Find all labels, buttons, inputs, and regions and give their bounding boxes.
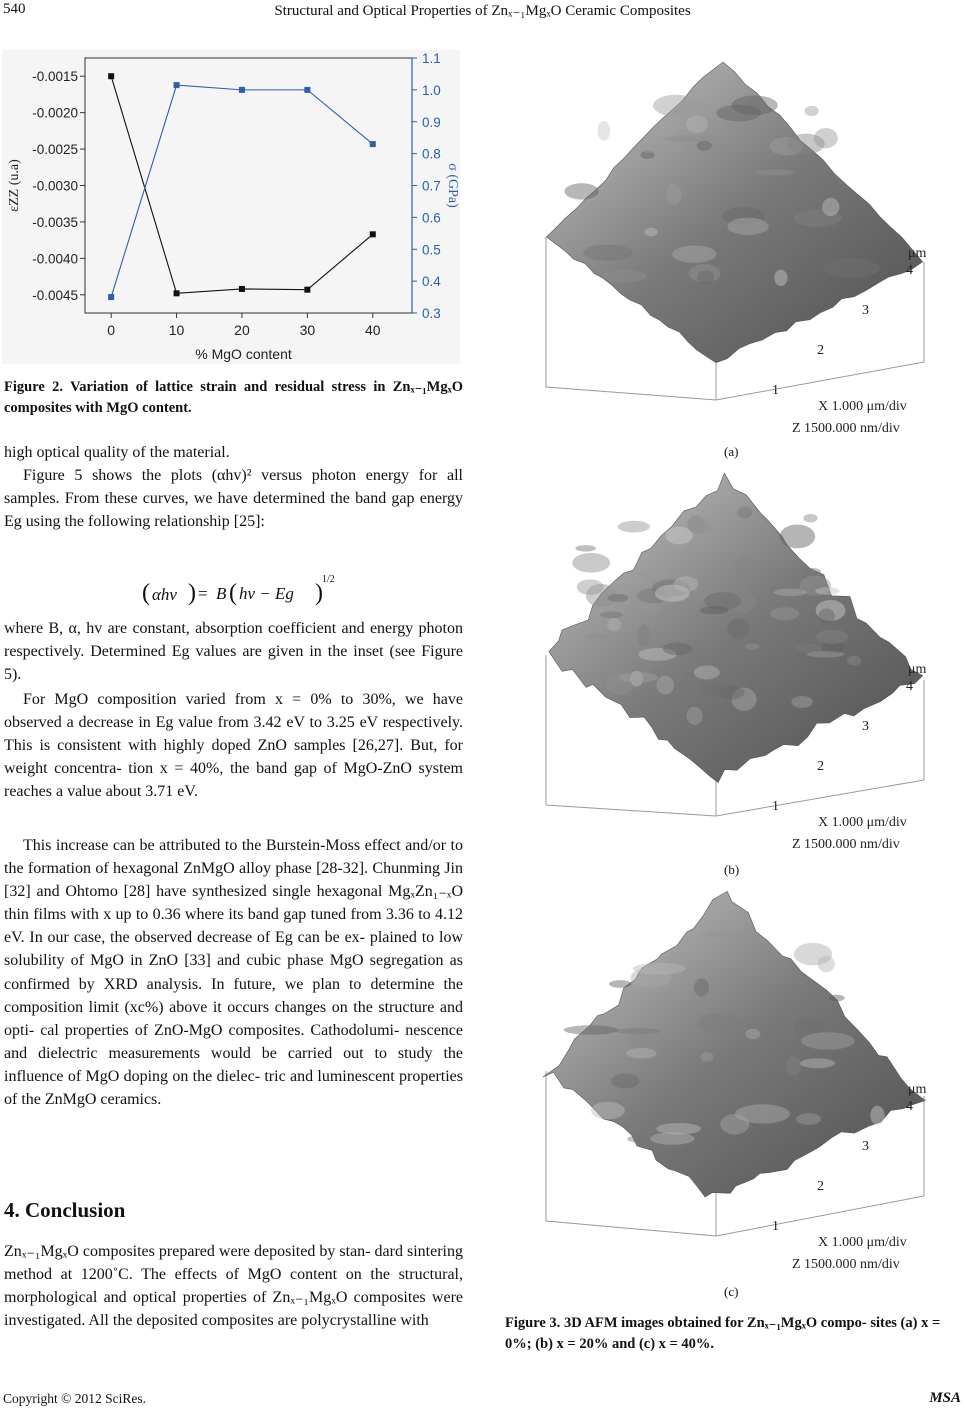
afm-texture [794, 644, 822, 652]
afm-texture [737, 506, 752, 518]
afm-texture [564, 1025, 618, 1034]
strain-point [370, 231, 376, 237]
paragraph-1: high optical quality of the material. [4, 444, 230, 461]
afm-texture [814, 128, 838, 148]
afm-texture [632, 144, 685, 153]
y-left-axis-label: εZZ (u.a) [7, 159, 22, 212]
y-right-tick-label: 0.5 [422, 242, 441, 258]
equation-exponent: 1/2 [322, 574, 335, 585]
stress-point [174, 82, 180, 88]
afm-texture [822, 198, 839, 216]
afm-axis-tick: 2 [817, 759, 824, 774]
afm-texture [870, 1106, 884, 1125]
svg-text:(: ( [142, 580, 150, 606]
afm-axis-tick: 4 [906, 1099, 913, 1114]
journal-abbrev: MSA [929, 1390, 961, 1406]
page-header [0, 0, 965, 24]
afm-texture [829, 995, 845, 1002]
afm-texture [847, 656, 861, 666]
afm-texture [644, 228, 657, 237]
x-tick-label: 20 [234, 322, 250, 338]
afm-texture [727, 619, 750, 640]
afm-texture [687, 707, 703, 725]
afm-texture [719, 686, 745, 700]
strain-point [174, 290, 180, 296]
svg-text:=: = [198, 584, 208, 603]
afm-texture [653, 95, 699, 117]
afm-panel-b [536, 470, 933, 858]
y-right-tick-label: 0.8 [422, 146, 441, 162]
afm-texture [607, 594, 628, 602]
afm-texture [818, 956, 835, 973]
afm-texture [619, 672, 658, 683]
afm-texture [650, 1132, 694, 1144]
afm-z-scale: Z 1500.000 nm/div [792, 421, 900, 436]
afm-texture [702, 932, 738, 938]
afm-texture [607, 618, 621, 631]
equation-lhs: αhν [152, 585, 177, 604]
afm-texture [720, 1114, 749, 1135]
afm-texture [818, 609, 835, 624]
afm-texture [745, 644, 760, 650]
afm-texture [735, 555, 749, 577]
afm-texture [816, 630, 849, 644]
afm-texture [615, 1028, 661, 1034]
figure-3-caption-label: Figure 3. [505, 1315, 561, 1331]
afm-axis-tick: 1 [772, 799, 779, 814]
stress-point [370, 141, 376, 147]
afm-panel-a [536, 52, 933, 442]
afm-axis-tick: 2 [817, 343, 824, 358]
afm-unit-label: μm [908, 1082, 927, 1097]
afm-texture [700, 606, 729, 614]
equation-coef: B [216, 584, 227, 603]
afm-texture [627, 1135, 653, 1142]
paragraph-3: where B, α, hv are constant, absorption coefficient and energy photon respectively. Determined Eg values are given in the inset (see Figure 5). [4, 620, 463, 684]
y-left-tick-label: -0.0020 [32, 105, 78, 121]
afm-texture [626, 1048, 656, 1058]
afm-unit-label: μm [908, 662, 927, 677]
afm-texture [639, 605, 660, 611]
afm-label-a: (a) [724, 444, 739, 459]
paragraph-5: This increase can be attributed to the Burstein-Moss effect and/or to the formation of hexagonal ZnMgO alloy phase [28-32]. Chunming Jin [32] and Ohtomo [28] have synthesized single hexagonal MgₓZn₁₋ₓO thin films with x up to 0.36 where its band gap tuned from 3.36 to 4.12 eV. In our case, the observed decrease of Eg can be ex- plained to low solubility of MgO in ZnO [33] and cubic phase MgO segregation as confirmed by XRD analysis. In future, we plan to determine the composition limit (xc%) above it occurs changes on the structure and opti- cal properties of ZnO-MgO composites. Cathodolumi- nescence and dielectric measurements would be carried out to study the influence of MgO doping on the dielec- tric and luminescent properties of the ZnMgO ceramics. [4, 837, 463, 1109]
afm-panel-c [536, 886, 933, 1278]
afm-texture [698, 1013, 738, 1032]
afm-texture [583, 245, 633, 261]
afm-texture [618, 521, 650, 533]
y-right-tick-label: 1.0 [422, 82, 441, 98]
y-right-axis-label: σ (GPa) [445, 163, 460, 208]
afm-texture [564, 183, 599, 199]
figure-2-chart [2, 50, 460, 364]
afm-axis-tick: 2 [817, 1179, 824, 1194]
afm-x-scale: X 1.000 μm/div [818, 1235, 907, 1250]
afm-texture [716, 105, 761, 122]
x-axis-label: % MgO content [195, 346, 292, 362]
y-right-tick-label: 0.4 [422, 274, 441, 290]
y-left-tick-label: -0.0040 [32, 251, 78, 267]
y-right-tick-label: 0.7 [422, 178, 441, 194]
afm-texture [796, 1113, 821, 1125]
afm-image-b [536, 470, 933, 858]
afm-texture [694, 665, 720, 679]
afm-texture [801, 1032, 854, 1049]
afm-texture [656, 675, 674, 694]
running-title: Structural and Optical Properties of Znₓ₋₁MgₓO Ceramic Composites [274, 3, 691, 19]
afm-texture [697, 270, 714, 284]
afm-unit-label: μm [908, 246, 927, 261]
strain-point [108, 73, 114, 79]
afm-texture [800, 1058, 835, 1068]
afm-image-a [536, 52, 933, 442]
afm-texture [745, 1029, 760, 1039]
y-left-tick-label: -0.0035 [32, 214, 78, 230]
paragraph-2: Figure 5 shows the plots (αhv)² versus photon energy for all samples. From these curves, we have determined the band gap energy Eg using the following relationship [25]: [4, 467, 463, 531]
afm-texture [597, 121, 610, 141]
afm-texture [770, 607, 799, 620]
afm-x-scale: X 1.000 μm/div [818, 815, 907, 830]
afm-texture [786, 1056, 802, 1076]
afm-texture [600, 611, 623, 618]
strain-point [239, 286, 245, 292]
figure-2-caption-text: Variation of lattice strain and residual stress in Znₓ₋₁MgₓO composites with MgO content. [4, 379, 463, 416]
afm-x-scale: X 1.000 μm/div [818, 399, 907, 414]
y-right-tick-label: 0.3 [422, 306, 441, 321]
y-left-tick-label: -0.0030 [32, 178, 78, 194]
afm-texture [807, 651, 845, 657]
afm-texture [611, 1073, 639, 1088]
afm-texture [672, 245, 716, 262]
svg-text:): ) [188, 580, 196, 606]
afm-texture [666, 184, 682, 205]
strain-stress-chart-svg [2, 50, 460, 364]
section-heading-conclusion: 4. Conclusion [4, 1198, 126, 1222]
afm-texture [802, 568, 821, 575]
afm-texture [803, 514, 817, 523]
afm-texture [773, 589, 806, 597]
svg-text:(: ( [229, 580, 237, 606]
y-right-tick-label: 1.1 [422, 51, 441, 66]
x-tick-label: 10 [168, 322, 185, 338]
afm-texture [695, 520, 711, 535]
afm-texture [824, 259, 880, 278]
afm-z-scale: Z 1500.000 nm/div [792, 837, 900, 852]
afm-axis-tick: 4 [906, 679, 913, 694]
page-footer [0, 1386, 965, 1412]
band-gap-equation [140, 573, 340, 609]
figure-2-caption-label: Figure 2. [4, 379, 64, 395]
afm-texture [603, 270, 647, 282]
y-left-tick-label: -0.0015 [32, 69, 78, 85]
afm-texture [633, 963, 686, 975]
afm-texture [700, 1052, 713, 1061]
stress-point [239, 87, 245, 93]
afm-texture [756, 169, 795, 176]
stress-point [108, 294, 114, 300]
strain-point [304, 287, 310, 293]
x-tick-label: 0 [107, 322, 116, 338]
paragraph-4: For MgO composition varied from x = 0% to 30%, we have observed a decrease in Eg value from 3.42 eV to 3.25 eV respectively. This is consistent with highly doped ZnO samples [26,27]. But, for weight concentra- tion x = 40%, the band gap of MgO-ZnO system reaches a value about 3.71 eV. [4, 691, 463, 801]
page-number: 540 [3, 1, 26, 17]
y-right-tick-label: 0.9 [422, 114, 441, 130]
afm-texture [609, 980, 632, 988]
afm-axis-tick: 4 [906, 263, 913, 278]
stress-series-line [111, 85, 373, 297]
afm-texture [686, 116, 708, 133]
afm-axis-tick: 1 [772, 383, 779, 398]
afm-texture [674, 576, 699, 591]
y-right-tick-label: 0.6 [422, 210, 441, 226]
afm-texture [637, 624, 650, 647]
equation-svg [140, 573, 340, 609]
afm-texture [804, 106, 818, 116]
afm-texture [641, 569, 669, 579]
afm-texture [815, 587, 839, 595]
afm-z-scale: Z 1500.000 nm/div [792, 1257, 900, 1272]
afm-label-b: (b) [724, 862, 740, 877]
afm-texture [577, 579, 604, 595]
afm-texture [575, 545, 596, 552]
afm-texture [663, 642, 693, 655]
x-tick-label: 40 [364, 322, 381, 338]
stress-point [304, 87, 310, 93]
afm-texture [774, 270, 787, 286]
afm-axis-tick: 1 [772, 1219, 779, 1234]
afm-texture [727, 218, 768, 235]
afm-axis-tick: 3 [862, 719, 869, 734]
x-tick-label: 30 [299, 322, 316, 338]
afm-axis-tick: 3 [862, 1139, 869, 1154]
afm-axis-tick: 3 [862, 303, 869, 318]
afm-label-c: (c) [724, 1284, 739, 1299]
figure-2-caption [4, 377, 463, 419]
equation-inner: hν − Eg [239, 584, 294, 603]
strain-series-line [111, 76, 373, 293]
afm-texture [572, 553, 610, 573]
afm-texture [584, 633, 611, 639]
afm-texture [697, 141, 712, 151]
conclusion-text: Znₓ₋₁MgₓO composites prepared were deposited by stan- dard sintering method at 1200˚C. The effects of MgO content on the structural, morphological and optical properties of Znₓ₋₁MgₓO composites were investigated. All the deposited composites are polycrystalline with [4, 1243, 463, 1330]
afm-texture [665, 527, 693, 545]
afm-image-c [536, 886, 933, 1278]
afm-texture [591, 1102, 625, 1120]
figure-3-caption-text: 3D AFM images obtained for Znₓ₋₁MgₓO compo- sites (a) x = 0%; (b) x = 20% and (c) x = 40%. [505, 1315, 941, 1352]
afm-texture [694, 978, 709, 996]
afm-texture [664, 135, 720, 142]
plot-area-frame [85, 58, 412, 313]
y-left-tick-label: -0.0045 [32, 287, 78, 303]
copyright-text: Copyright © 2012 SciRes. [3, 1391, 147, 1406]
afm-texture [780, 525, 816, 549]
svg-text:): ) [315, 580, 323, 606]
afm-texture [791, 696, 812, 708]
figure-3-caption [505, 1313, 965, 1355]
y-left-tick-label: -0.0025 [32, 142, 78, 158]
